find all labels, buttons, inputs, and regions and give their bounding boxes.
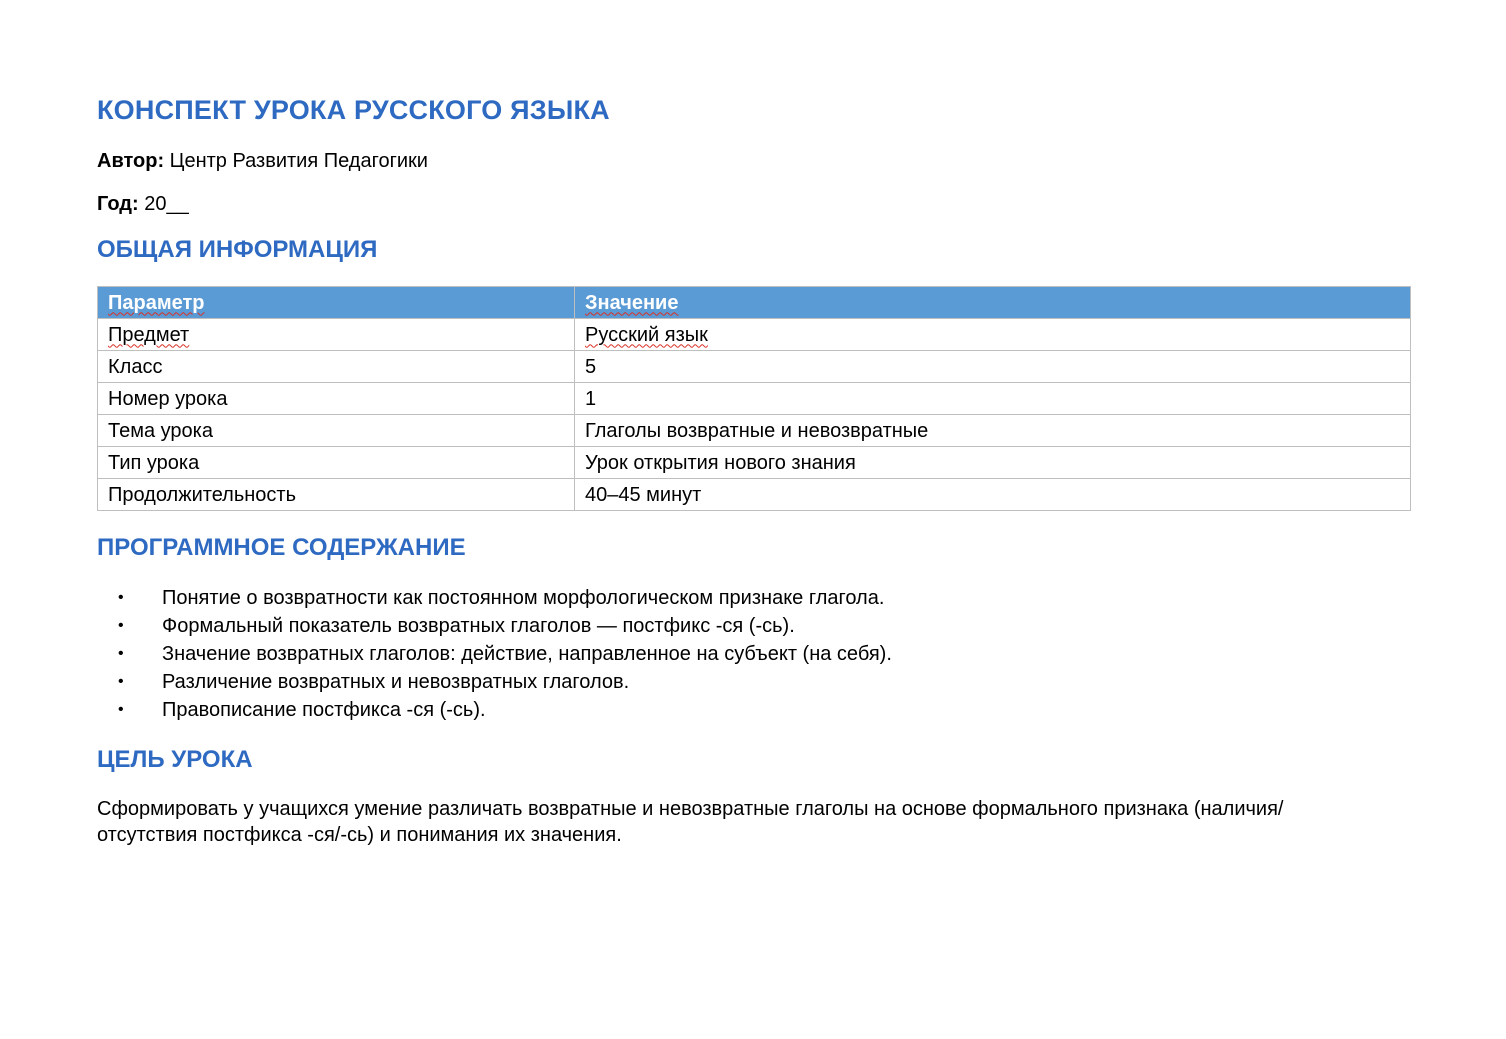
table-cell bbox=[575, 319, 1411, 351]
year-line bbox=[97, 191, 1411, 217]
lesson-goal-text: Сформировать у учащихся умение различать возвратные и невозвратные глаголы на основе формального признака (наличия/отсутствия постфикса -ся/-сь) и понимания их значения. bbox=[97, 798, 1284, 846]
table-cell: Глаголы возвратные и невозвратные bbox=[575, 415, 1411, 447]
table-row bbox=[98, 447, 1411, 479]
table-header-cell bbox=[575, 287, 1411, 319]
list-item bbox=[97, 696, 1411, 724]
list-item bbox=[97, 668, 1411, 696]
table-cell: Тема урока bbox=[98, 415, 575, 447]
bullet-icon: • bbox=[118, 701, 124, 718]
table-cell: 1 bbox=[575, 383, 1411, 415]
list-item bbox=[97, 640, 1411, 668]
general-info-table bbox=[97, 286, 1411, 511]
table-cell: 5 bbox=[575, 351, 1411, 383]
table-row bbox=[98, 351, 1411, 383]
bullet-icon: • bbox=[118, 645, 124, 662]
year-value: 20__ bbox=[144, 193, 189, 215]
bullet-icon: • bbox=[118, 589, 124, 606]
table-cell: Номер урока bbox=[98, 383, 575, 415]
table-cell bbox=[98, 319, 575, 351]
author-value: Центр Развития Педагогики bbox=[169, 150, 428, 172]
table-row bbox=[98, 415, 1411, 447]
program-content-list bbox=[97, 584, 1411, 724]
list-item bbox=[97, 584, 1411, 612]
list-item-text: Различение возвратных и невозвратных глаголов. bbox=[162, 671, 630, 693]
author-line bbox=[97, 148, 1411, 174]
list-item-text: Понятие о возвратности как постоянном морфологическом признаке глагола. bbox=[162, 587, 885, 609]
table-cell: Продолжительность bbox=[98, 479, 575, 511]
cell-value: Русский язык bbox=[585, 323, 708, 346]
bullet-icon: • bbox=[118, 673, 124, 690]
table-cell: Урок открытия нового знания bbox=[575, 447, 1411, 479]
document-title: КОНСПЕКТ УРОКА РУССКОГО ЯЗЫКА bbox=[97, 95, 610, 125]
table-row bbox=[98, 479, 1411, 511]
list-item-text: Формальный показатель возвратных глаголов — постфикс -ся (-сь). bbox=[162, 615, 795, 637]
document-page bbox=[97, 92, 1411, 848]
table-header-row bbox=[98, 287, 1411, 319]
author-label: Автор: bbox=[97, 150, 165, 172]
year-label: Год: bbox=[97, 193, 139, 215]
bullet-icon: • bbox=[118, 617, 124, 634]
general-info-heading: ОБЩАЯ ИНФОРМАЦИЯ bbox=[97, 236, 378, 263]
table-row bbox=[98, 383, 1411, 415]
header-parameter: Параметр bbox=[108, 291, 205, 314]
table-cell: 40–45 минут bbox=[575, 479, 1411, 511]
list-item-text: Значение возвратных глаголов: действие, направленное на субъект (на себя). bbox=[162, 643, 892, 665]
program-content-heading: ПРОГРАММНОЕ СОДЕРЖАНИЕ bbox=[97, 534, 466, 561]
table-header-cell bbox=[98, 287, 575, 319]
list-item bbox=[97, 612, 1411, 640]
table-cell: Класс bbox=[98, 351, 575, 383]
cell-parameter: Предмет bbox=[108, 323, 190, 346]
header-value: Значение bbox=[585, 291, 679, 314]
table-row bbox=[98, 319, 1411, 351]
table-cell: Тип урока bbox=[98, 447, 575, 479]
lesson-goal-heading: ЦЕЛЬ УРОКА bbox=[97, 746, 253, 773]
list-item-text: Правописание постфикса -ся (-сь). bbox=[162, 699, 486, 721]
